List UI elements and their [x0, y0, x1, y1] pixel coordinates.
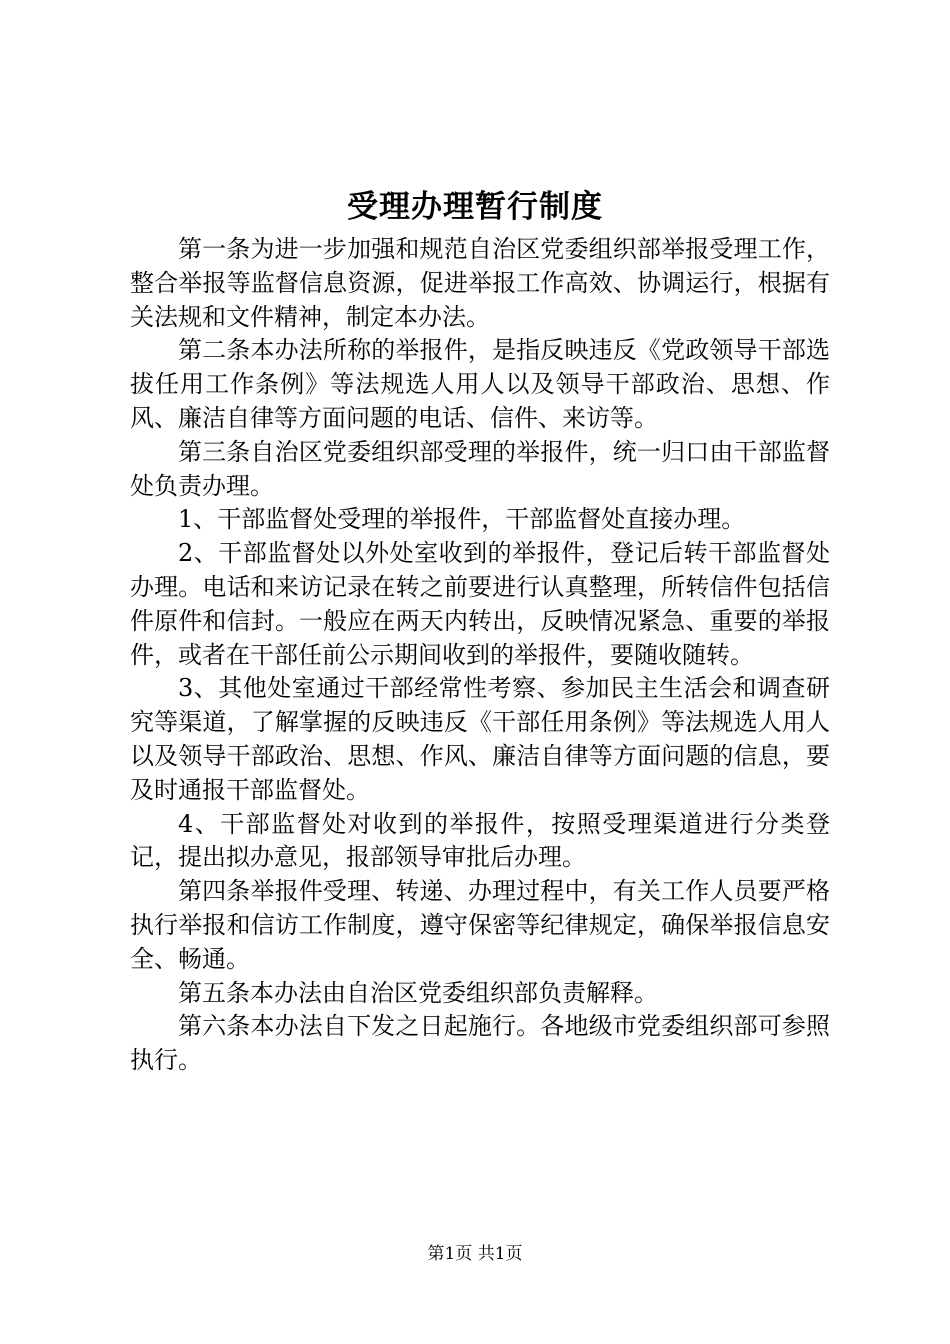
document-body	[130, 233, 830, 1078]
article-4-paragraph: 第四条举报件受理、转递、办理过程中，有关工作人员要严格执行举报和信访工作制度，遵守保密等纪律规定，确保举报信息安全、畅通。	[130, 877, 830, 973]
article-5-paragraph: 第五条本办法由自治区党委组织部负责解释。	[178, 978, 658, 1007]
document-title: 受理办理暂行制度	[347, 189, 603, 225]
article-3-item-1: 1、干部监督处受理的举报件，干部监督处直接办理。	[178, 505, 746, 534]
article-3-item-2: 2、干部监督处以外处室收到的举报件，登记后转干部监督处办理。电话和来访记录在转之前要进行认真整理，所转信件包括信件原件和信封。一般应在两天内转出，反映情况紧急、重要的举报件，或者在干部任前公示期间收到的举报件，要随收随转。	[130, 539, 830, 669]
article-1-paragraph: 第一条为进一步加强和规范自治区党委组织部举报受理工作，整合举报等监督信息资源，促进举报工作高效、协调运行，根据有关法规和文件精神，制定本办法。	[130, 235, 830, 331]
article-2-paragraph: 第二条本办法所称的举报件，是指反映违反《党政领导干部选拔任用工作条例》等法规选人用人以及领导干部政治、思想、作风、廉洁自律等方面问题的电话、信件、来访等。	[130, 336, 830, 432]
article-3-item-3: 3、其他处室通过干部经常性考察、参加民主生活会和调查研究等渠道，了解掌握的反映违反《干部任用条例》等法规选人用人以及领导干部政治、思想、作风、廉洁自律等方面问题的信息，要及时通报干部监督处。	[130, 674, 830, 804]
article-3-paragraph: 第三条自治区党委组织部受理的举报件，统一归口由干部监督处负责办理。	[130, 437, 830, 500]
page-footer: 第1页 共1页	[427, 1244, 523, 1264]
article-3-item-4: 4、干部监督处对收到的举报件，按照受理渠道进行分类登记，提出拟办意见，报部领导审批后办理。	[130, 809, 830, 872]
article-6-paragraph: 第六条本办法自下发之日起施行。各地级市党委组织部可参照执行。	[130, 1012, 830, 1075]
